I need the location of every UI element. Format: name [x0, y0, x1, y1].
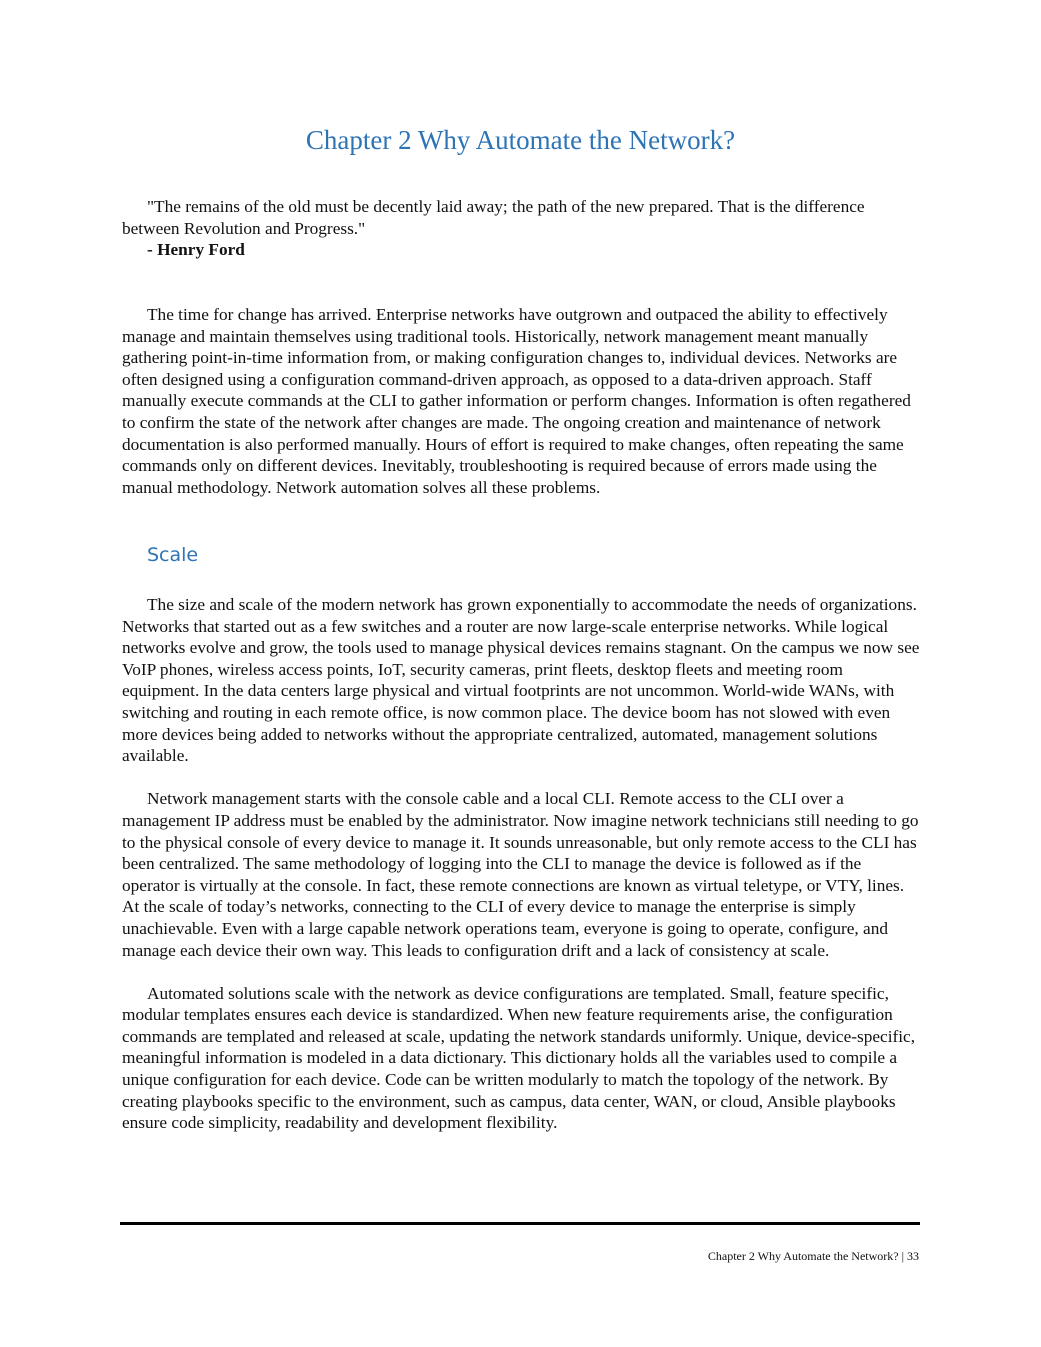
body-paragraph: Network management starts with the console cable and a local CLI. Remote access to the CLI over a management IP address must be enabled by the administrator. Now imagine network technicians still needing to go to the physical console of every device to manage it. It sounds unreasonable, but only remote access to the CLI has been centralized. The same methodology of logging into the CLI to manage the device is followed as if the operator is virtually at the console. In fact, these remote connections are known as virtual teletype, or VTY, lines. At the scale of today’s networks, connecting to the CLI of every device to manage the enterprise is simply unachievable. Even with a large capable network operations team, everyone is going to operate, configure, and manage each device their own way. This leads to configuration drift and a lack of consistency at scale.	[122, 789, 919, 960]
epigraph-quote: "The remains of the old must be decently laid away; the path of the new prepared. That is the difference between Revolution and Progress."	[122, 197, 865, 238]
scale-section-body	[122, 594, 922, 1134]
body-paragraph: Automated solutions scale with the network as device configurations are templated. Small, feature specific, modular templates ensures each device is standardized. When new feature requirements arise, the configuration commands are templated and released at scale, updating the network standards uniformly. Unique, device-specific, meaningful information is modeled in a data dictionary. This dictionary holds all the variables used to compile a unique configuration for each device. Code can be written modularly to match the topology of the network. By creating playbooks specific to the environment, such as campus, data center, WAN, or cloud, Ansible playbooks ensure code simplicity, readability and development flexibility.	[122, 983, 916, 1133]
section-heading-scale: Scale	[147, 544, 199, 566]
intro-paragraph: The time for change has arrived. Enterprise networks have outgrown and outpaced the ability to effectively manage and maintain themselves using traditional tools. Historically, network management meant manually gathering point-in-time information from, or making configuration changes to, individual devices. Networks are often designed using a configuration command-driven approach, as opposed to a data-driven approach. Staff manually execute commands at the CLI to gather information or perform changes. Information is often regathered to confirm the state of the network after changes are made. The ongoing creation and maintenance of network documentation is also performed manually. Hours of effort is required to make changes, often repeating the same commands only on different devices. Inevitably, troubleshooting is required because of errors made using the manual methodology. Network automation solves all these problems.	[122, 305, 911, 497]
epigraph	[122, 196, 922, 261]
chapter-title: Chapter 2 Why Automate the Network?	[305, 125, 736, 155]
body-paragraph: The size and scale of the modern network has grown exponentially to accommodate the needs of organizations. Networks that started out as a few switches and a router are now large-scale enterprise networks. While logical networks evolve and grow, the tools used to manage physical devices remains stagnant. On the campus we now see VoIP phones, wireless access points, IoT, security cameras, print fleets, desktop fleets and meeting room equipment. In the data centers large physical and virtual footprints are not uncommon. World-wide WANs, with switching and routing in each remote office, is now common place. The device boom has not slowed with even more devices being added to networks without the appropriate centralized, automated, management solutions available.	[122, 595, 920, 766]
intro-section	[122, 304, 922, 498]
footer-divider	[120, 1222, 920, 1225]
epigraph-author: - Henry Ford	[147, 240, 245, 260]
page-footer: Chapter 2 Why Automate the Network? | 33	[707, 1249, 919, 1263]
